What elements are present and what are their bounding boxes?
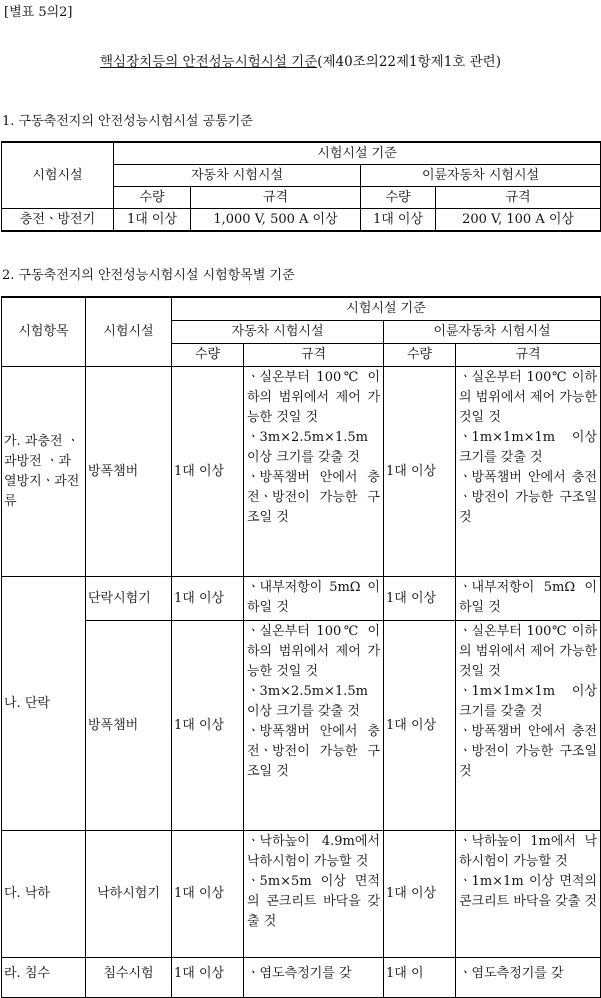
spec-item: ㆍ3m×2.5m×1.5m 이상 크기를 갖출 것 (247, 430, 368, 465)
common-criteria-table (1, 141, 601, 232)
spec-item: ㆍ염도측정기를 갖 (459, 966, 564, 981)
header-motorcycle-quantity: 수량 (361, 187, 436, 209)
header-motorcycle-facility: 이륜자동차 시험시설 (384, 321, 601, 344)
car-quantity: 1대 이상 (172, 367, 244, 577)
row-motorcycle-quantity: 1대 이상 (361, 209, 436, 232)
motorcycle-spec (456, 958, 601, 998)
row-facility: 충전ㆍ방전기 (2, 209, 114, 232)
header-criteria: 시험시설 기준 (114, 142, 601, 165)
spec-item: ㆍ방폭챔버 안에서 충전ㆍ방전이 가능한 구조일 것 (459, 724, 598, 779)
row-motorcycle-spec: 200 V, 100 A 이상 (436, 209, 601, 232)
test-item-drop: 다. 낙하 (2, 831, 86, 958)
header-car-quantity: 수량 (172, 344, 244, 367)
car-quantity: 1대 이상 (172, 577, 244, 621)
document-title-main: 핵심장치등의 안전성능시험시설 기준 (100, 54, 318, 70)
spec-item: ㆍ내부저항이 5mΩ 이하일 것 (459, 580, 598, 615)
section2-heading: 2. 구동축전지의 안전성능시험시설 시험항목별 기준 (2, 268, 295, 283)
header-car-spec: 규격 (191, 187, 361, 209)
facility-short-circuit-tester: 단락시험기 (86, 577, 172, 621)
annex-label: [별표 5의2] (4, 5, 73, 20)
spec-item: ㆍ실온부터 100℃ 이하의 범위에서 제어 가능한 것일 것 (247, 624, 380, 679)
car-quantity: 1대 이상 (172, 958, 244, 998)
motorcycle-quantity: 1대 이 (384, 958, 456, 998)
document-title (0, 50, 601, 70)
spec-item: ㆍ방폭챔버 안에서 충전ㆍ방전이 가능한 구조일 것 (247, 470, 380, 525)
row-car-spec: 1,000 V, 500 A 이상 (191, 209, 361, 232)
spec-item: ㆍ낙하높이 4.9m에서 낙하시험이 가능할 것 (247, 834, 380, 869)
car-spec (244, 831, 384, 958)
test-item-short-circuit: 나. 단락 (2, 577, 86, 831)
header-car-facility: 자동차 시험시설 (172, 321, 384, 344)
header-criteria: 시험시설 기준 (172, 297, 601, 321)
car-quantity: 1대 이상 (172, 831, 244, 958)
motorcycle-quantity: 1대 이상 (384, 577, 456, 621)
spec-item: ㆍ실온부터 100℃ 이하의 범위에서 제어 가능한 것일 것 (459, 624, 598, 679)
spec-item: ㆍ내부저항이 5mΩ 이하일 것 (247, 580, 380, 615)
row-car-quantity: 1대 이상 (114, 209, 191, 232)
facility-drop-tester: 낙하시험기 (86, 831, 172, 958)
test-item-overcharge: 가. 과충전 ㆍ과방전 ㆍ과열방지ㆍ과전류 (2, 367, 86, 577)
facility-explosion-chamber: 방폭챔버 (86, 621, 172, 831)
test-item-criteria-table (1, 296, 601, 998)
car-quantity: 1대 이상 (172, 621, 244, 831)
motorcycle-spec (456, 367, 601, 577)
spec-item: ㆍ1m×1m 이상 면적의 콘크리트 바닥을 갖출 것 (459, 874, 598, 909)
header-motorcycle-quantity: 수량 (384, 344, 456, 367)
facility-explosion-chamber: 방폭챔버 (86, 367, 172, 577)
car-spec (244, 367, 384, 577)
car-spec (244, 577, 384, 621)
motorcycle-spec (456, 831, 601, 958)
spec-item: ㆍ1m×1m×1m 이상 크기를 갖출 것 (459, 430, 598, 465)
motorcycle-spec (456, 577, 601, 621)
facility-immersion-tester: 침수시험 (86, 958, 172, 998)
header-motorcycle-spec: 규격 (456, 344, 601, 367)
header-motorcycle-spec: 규격 (436, 187, 601, 209)
spec-item: ㆍ3m×2.5m×1.5m 이상 크기를 갖출 것 (247, 684, 368, 719)
header-facility: 시험시설 (86, 297, 172, 367)
spec-item: ㆍ1m×1m×1m 이상 크기를 갖출 것 (459, 684, 598, 719)
motorcycle-quantity: 1대 이상 (384, 831, 456, 958)
car-spec (244, 958, 384, 998)
spec-item: ㆍ실온부터 100℃ 이하의 범위에서 제어 가능한 것일 것 (459, 370, 598, 425)
spec-item: ㆍ실온부터 100℃ 이하의 범위에서 제어 가능한 것일 것 (247, 370, 380, 425)
section1-heading: 1. 구동축전지의 안전성능시험시설 공통기준 (2, 114, 253, 129)
spec-item: ㆍ염도측정기를 갖 (247, 966, 352, 981)
spec-item: ㆍ방폭챔버 안에서 충전ㆍ방전이 가능한 구조일 것 (247, 724, 380, 779)
header-car-quantity: 수량 (114, 187, 191, 209)
motorcycle-quantity: 1대 이상 (384, 621, 456, 831)
test-item-immersion: 라. 침수 (2, 958, 86, 998)
header-motorcycle-facility: 이륜자동차 시험시설 (361, 165, 601, 187)
header-car-spec: 규격 (244, 344, 384, 367)
header-test-item: 시험항목 (2, 297, 86, 367)
spec-item: ㆍ낙하높이 1m에서 낙하시험이 가능할 것 (459, 834, 598, 869)
document-title-reference: (제40조의22제1항제1호 관련) (317, 54, 501, 70)
motorcycle-quantity: 1대 이상 (384, 367, 456, 577)
car-spec (244, 621, 384, 831)
motorcycle-spec (456, 621, 601, 831)
header-facility: 시험시설 (2, 142, 114, 209)
header-car-facility: 자동차 시험시설 (114, 165, 361, 187)
spec-item: ㆍ5m×5m 이상 면적의 콘크리트 바닥을 갖출 것 (247, 874, 380, 929)
spec-item: ㆍ방폭챔버 안에서 충전ㆍ방전이 가능한 구조일 것 (459, 470, 598, 525)
